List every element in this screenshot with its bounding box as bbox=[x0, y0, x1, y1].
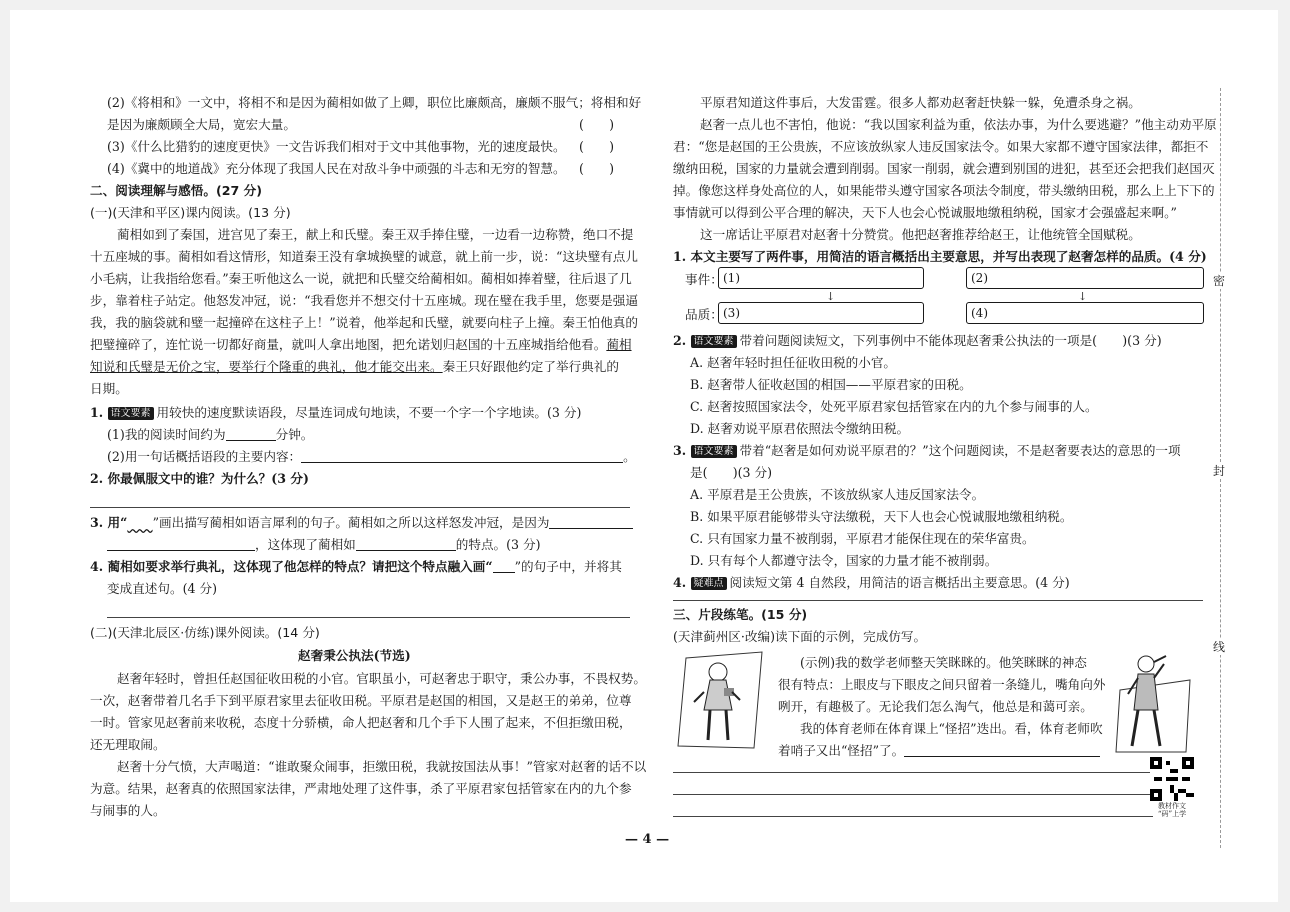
answer-blank[interactable] bbox=[549, 516, 633, 529]
section-3-heading: 三、片段练笔。(15 分) bbox=[673, 607, 808, 622]
passage-2-cont-line: 缴纳田税，国家的力量就会遭到削弱。国家一削弱，就会遭到别国的进犯，甚至还会把我们赵国灭 bbox=[673, 161, 1215, 176]
passage-2-cont-line: 平原君知道这件事后，大发雷霆。很多人都劝赵奢赶快躲一躲，免遭杀身之祸。 bbox=[700, 95, 1141, 110]
r-question-3: 3. 语文要素 带着“赵奢是如何劝说平原君的？”这个问题阅读，不是赵奢要表达的意思的一项 bbox=[673, 443, 1181, 458]
passage-2-line: 还无理取闹。 bbox=[90, 737, 166, 752]
passage-1-line: 蔺相如到了秦国，进宫见了秦王，献上和氏璧。秦王双手捧住璧，一边看一边称赞，绝口不提 bbox=[117, 227, 634, 242]
passage-2-cont-line: 这一席话让平原君对赵奢十分赞赏。他把赵奢推荐给赵王，让他统管全国赋税。 bbox=[700, 227, 1141, 242]
r-question-1: 1. 本文主要写了两件事，用简洁的语言概括出主要意思，并写出表现了赵奢怎样的品质。(4 分) bbox=[673, 249, 1207, 264]
event-box-1[interactable]: (1) bbox=[718, 267, 924, 289]
passage-2-line: 赵奢十分气愤，大声喝道：“谁敢聚众闹事，拒缴田税，我就按国法从事！”管家对赵奢的话不以 bbox=[117, 759, 647, 774]
question-1-1: (1)我的阅读时间约为 分钟。 bbox=[107, 427, 314, 442]
quality-box-3[interactable]: (3) bbox=[718, 302, 924, 324]
option[interactable]: D. 赵奢劝说平原君依照法令缴纳田税。 bbox=[690, 421, 910, 436]
passage-2-line: 为意。结果，赵奢真的依照国家法律，严肃地处理了这件事，杀了平原君家包括管家在内的九个参 bbox=[90, 781, 632, 796]
example-line: (示例)我的数学老师整天笑眯眯的。他笑眯眯的神态 bbox=[800, 655, 1087, 670]
tag-badge: 语文要素 bbox=[108, 407, 154, 420]
answer-blank[interactable] bbox=[301, 450, 623, 463]
question-2: 2. 你最佩服文中的谁？为什么？(3 分) bbox=[90, 471, 309, 486]
question-1-2: (2)用一句话概括语段的主要内容： 。 bbox=[107, 449, 636, 464]
seal-char: 密 bbox=[1213, 274, 1226, 288]
section-3-sub: (天津蓟州区·改编)读下面的示例，完成仿写。 bbox=[673, 629, 927, 644]
answer-paren[interactable]: ( ) bbox=[579, 161, 615, 176]
tag-badge: 语文要素 bbox=[691, 335, 737, 348]
passage-1-line: 日期。 bbox=[90, 381, 128, 396]
passage-2-cont-line: 事情就可以得到公平合理的解决，天下人也会心悦诚服地缴租纳税，国家才会强盛起来啊。” bbox=[673, 205, 1177, 220]
judge-item-3: (3)《什么比猎豹的速度更快》一文告诉我们相对于文中其他事物，光的速度最快。 bbox=[107, 139, 566, 154]
reading-1-heading: (一)(天津和平区)课内阅读。(13 分) bbox=[90, 205, 291, 220]
writing-line[interactable] bbox=[673, 794, 1153, 795]
writing-line[interactable] bbox=[673, 772, 1153, 773]
event-box-2[interactable]: (2) bbox=[966, 267, 1204, 289]
page-number: — 4 — bbox=[625, 832, 670, 847]
answer-blank[interactable] bbox=[107, 538, 255, 551]
question-3-cont: ，这体现了蔺相如 的特点。(3 分) bbox=[107, 537, 541, 553]
r-question-4: 4. 疑难点 阅读短文第 4 自然段，用简洁的语言概括出主要意思。(4 分) bbox=[673, 575, 1070, 590]
passage-1-line: 知说和氏璧是无价之宝，要举行个隆重的典礼，他才能交出来。秦王只好跟他约定了举行典礼的 bbox=[90, 359, 619, 374]
passage-2-title: 赵奢秉公执法(节选) bbox=[298, 648, 411, 663]
passage-1-line: 我，我的脑袋就和璧一起撞碎在这柱子上！”说着，他举起和氏璧，就要向柱子上撞。秦王怕他真的 bbox=[90, 315, 638, 330]
event-label: 事件： bbox=[685, 272, 723, 287]
example-line: 咧开，有趣极了。无论我们怎么淘气，他总是和蔼可亲。 bbox=[778, 699, 1093, 714]
example-line: 很有特点：上眼皮与下眼皮之间只留着一条缝儿，嘴角向外 bbox=[778, 677, 1106, 692]
question-4-cont: 变成直述句。(4 分) bbox=[107, 581, 217, 596]
option[interactable]: A. 平原君是王公贵族，不该放纵家人违反国家法令。 bbox=[690, 487, 985, 502]
answer-blank[interactable] bbox=[226, 428, 276, 441]
seal-char: 封 bbox=[1213, 464, 1226, 478]
answer-paren[interactable]: ( ) bbox=[579, 139, 615, 154]
tag-badge: 疑难点 bbox=[691, 577, 727, 590]
qr-caption: 教材作文 “码”上学 bbox=[1157, 802, 1187, 818]
seal-char: 线 bbox=[1213, 640, 1226, 654]
passage-2-cont-line: 赵奢一点儿也不害怕，他说：“我以国家利益为重，依法办事，为什么要逃避？”他主动劝平原 bbox=[700, 117, 1217, 132]
down-arrow-icon: ↓ bbox=[1078, 290, 1088, 303]
r-question-3-cont: 是( )(3 分) bbox=[690, 465, 773, 480]
option[interactable]: D. 只有每个人都遵守法令，国家的力量才能不被削弱。 bbox=[690, 553, 998, 568]
passage-1-line: 步，靠着柱子站定。他怒发冲冠，说：“我看您并不想交付十五座城。现在璧在我手里，您要是强逼 bbox=[90, 293, 638, 308]
down-arrow-icon: ↓ bbox=[826, 290, 836, 303]
question-3: 3. 用“ ”画出描写蔺相如语言犀利的句子。蔺相如之所以这样怒发冲冠，是因为 bbox=[90, 515, 633, 531]
option[interactable]: C. 只有国家力量不被削弱，平原君才能保住现在的荣华富贵。 bbox=[690, 531, 1035, 546]
judge-item-4: (4)《冀中的地道战》充分体现了我国人民在对敌斗争中顽强的斗志和无穷的智慧。 bbox=[107, 161, 566, 176]
task-line: 着哨子又出“怪招”了。 bbox=[778, 743, 1100, 759]
reading-2-heading: (二)(天津北辰区·仿练)课外阅读。(14 分) bbox=[90, 625, 320, 640]
quality-box-4[interactable]: (4) bbox=[966, 302, 1204, 324]
qr-code-icon[interactable] bbox=[1150, 757, 1194, 801]
option[interactable]: C. 赵奢按照国家法令，处死平原君家包括管家在内的九个参与闹事的人。 bbox=[690, 399, 1098, 414]
answer-blank[interactable] bbox=[356, 538, 456, 551]
passage-2-line: 赵奢年轻时，曾担任赵国征收田税的小官。官职虽小，可赵奢忠于职守，秉公办事，不畏权势。 bbox=[117, 671, 646, 686]
passage-2-line: 与闹事的人。 bbox=[90, 803, 166, 818]
question-4: 4. 蔺相如要求举行典礼，这体现了他怎样的特点？请把这个特点融入画“ ”的句子中，并将其 bbox=[90, 559, 622, 574]
passage-2-cont-line: 君：“您是赵国的王公贵族，不应该放纵家人违反国家法令。如果大家都不遵守国家法律，都拒不 bbox=[673, 139, 1209, 154]
task-line: 我的体育老师在体育课上“怪招”迭出。看，体育老师吹 bbox=[800, 721, 1103, 736]
judge-item-2: (2)《将相和》一文中，将相不和是因为蔺相如做了上卿，职位比廉颇高，廉颇不服气；将相和好 bbox=[107, 95, 642, 110]
answer-blank[interactable] bbox=[904, 744, 1100, 757]
passage-1-line: 把璧撞碎了，连忙说一切都好商量，就叫人拿出地图，把允诺划归赵国的十五座城指给他看。蔺相 bbox=[90, 337, 632, 352]
question-1: 1. 语文要素 用较快的速度默读语段，尽量连词成句地读，不要一个字一个字地读。(3 分) bbox=[90, 405, 582, 420]
passage-1-line: 十五座城的事。蔺相如看这情形，知道秦王没有拿城换璧的诚意，就上前一步，说：“这块璧有点儿 bbox=[90, 249, 638, 264]
option[interactable]: B. 赵奢带人征收赵国的相国——平原君家的田税。 bbox=[690, 377, 972, 392]
pe-teacher-illustration bbox=[1114, 650, 1196, 754]
answer-line[interactable] bbox=[673, 600, 1203, 601]
exam-sheet bbox=[10, 10, 1278, 902]
passage-2-cont-line: 掉。像您这样身处高位的人，如果能带头遵守国家各项法令制度，带头缴纳田税，那么上上下下的 bbox=[673, 183, 1215, 198]
option[interactable]: A. 赵奢年轻时担任征收田税的小官。 bbox=[690, 355, 897, 370]
passage-2-line: 一次，赵奢带着几名手下到平原君家里去征收田税。平原君是赵国的相国，又是赵王的弟弟，位尊 bbox=[90, 693, 632, 708]
section-2-heading: 二、阅读理解与感悟。(27 分) bbox=[90, 183, 262, 198]
math-teacher-illustration bbox=[674, 650, 766, 752]
writing-line[interactable] bbox=[673, 816, 1153, 817]
judge-item-2-cont: 是因为廉颇顾全大局，宽宏大量。 bbox=[107, 117, 296, 132]
passage-2-line: 一时。管家见赵奢前来收税，态度十分骄横，命人把赵奢和几个手下人围了起来，不但拒缴田税， bbox=[90, 715, 632, 730]
answer-line[interactable] bbox=[90, 507, 630, 508]
quality-label: 品质： bbox=[685, 307, 723, 322]
option[interactable]: B. 如果平原君能够带头守法缴税，天下人也会心悦诚服地缴租纳税。 bbox=[690, 509, 1073, 524]
answer-line[interactable] bbox=[107, 617, 630, 618]
answer-paren[interactable]: ( ) bbox=[579, 117, 615, 132]
tag-badge: 语文要素 bbox=[691, 445, 737, 458]
r-question-2: 2. 语文要素 带着问题阅读短文，下列事例中不能体现赵奢秉公执法的一项是( )(3 分) bbox=[673, 333, 1162, 348]
passage-1-line: 小毛病，让我指给您看。”秦王听他这么一说，就把和氏璧交给蔺相如。蔺相如捧着璧，往后退了几 bbox=[90, 271, 632, 286]
